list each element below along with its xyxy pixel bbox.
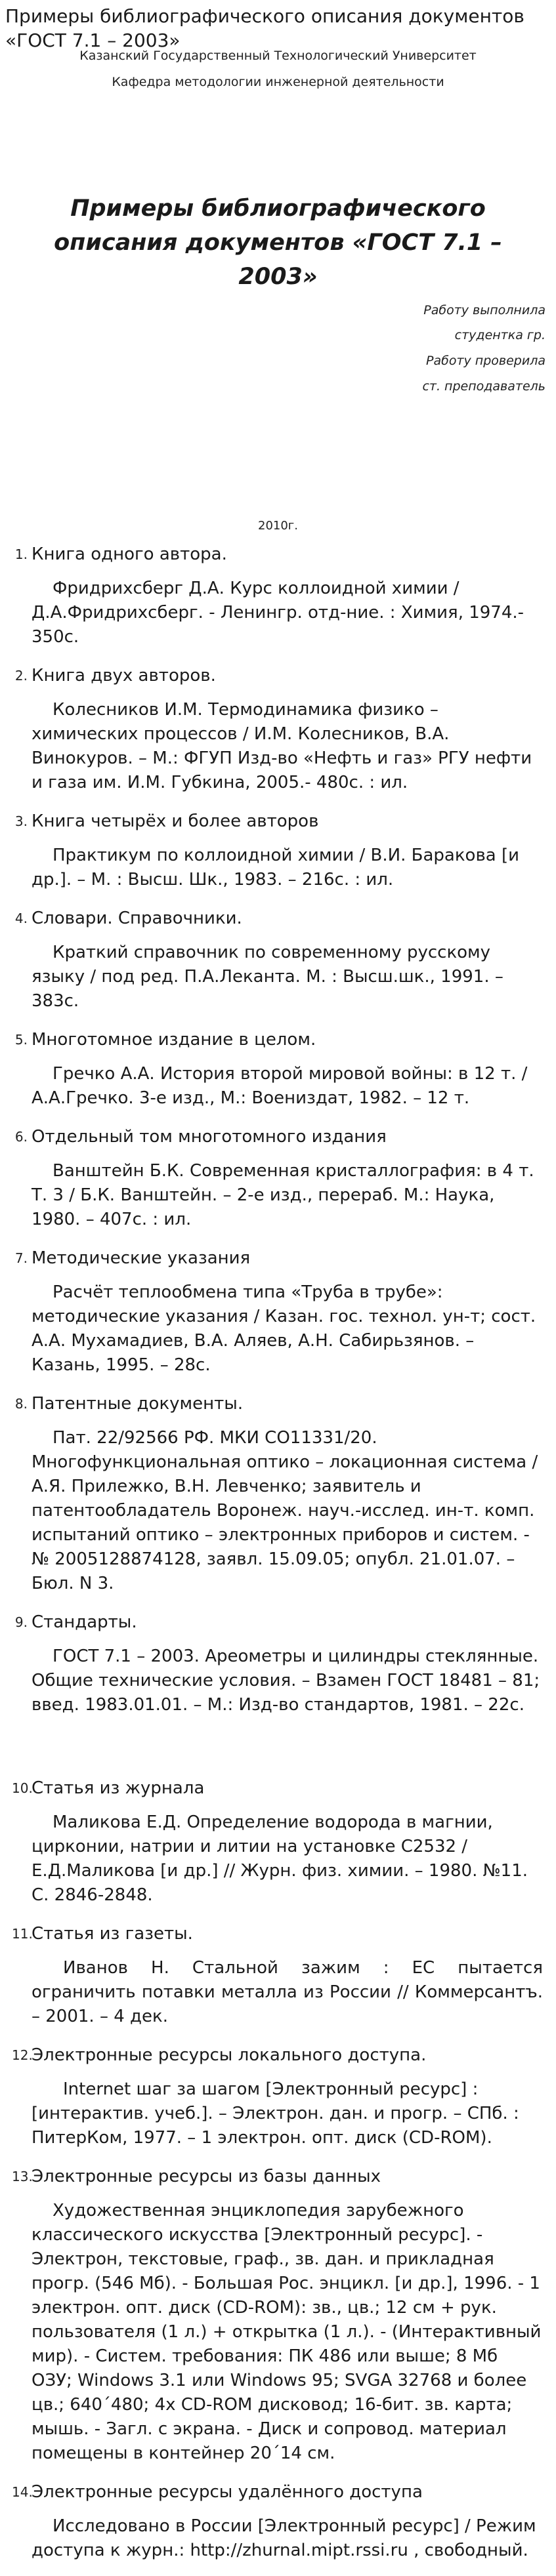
item-number: 11. — [12, 1926, 33, 1942]
university-name: Казанский Государственный Технологический Университет — [79, 49, 477, 63]
page-title: Примеры библиографического описания документов «ГОСТ 7.1 – 2003» — [5, 5, 524, 51]
item-number: 9. — [14, 1614, 28, 1630]
list-item — [0, 1027, 556, 1111]
document-year: 2010г. — [258, 519, 298, 533]
examples-list — [0, 541, 556, 2576]
item-number: 14. — [12, 2484, 33, 2500]
item-heading: Книга одного автора. — [32, 544, 227, 564]
list-item — [0, 1921, 556, 2029]
list-item — [0, 2479, 556, 2563]
item-example: Расчёт теплообмена типа «Труба в трубе»: методические указания / Казан. гос. технол. ун-т; сост. А.А. Мухамадиев, В.А. Аляев, А.Н. Сабирьзянов. – Казань, 1995. – 28с. — [32, 1282, 536, 1375]
list-item — [0, 905, 556, 1013]
item-number: 6. — [14, 1129, 28, 1145]
item-number: 5. — [14, 1032, 28, 1048]
item-number: 3. — [14, 813, 28, 829]
item-heading: Многотомное издание в целом. — [32, 1030, 316, 1050]
list-item — [0, 541, 556, 649]
item-example: Исследовано в России [Электронный ресурс] / Режим доступа к журн.: http://zhurnal.mipt.rssi.ru , свободный. — [32, 2516, 536, 2560]
document-title: Примеры библиографического описания документов «ГОСТ 7.1 – 2003» — [54, 195, 502, 290]
item-number: 7. — [14, 1250, 28, 1266]
item-example: Internet шаг за шагом [Электронный ресурс] : [интерактив. учеб.]. – Электрон. дан. и прогр. – СПб. : ПитерКом, 1977. – 1 электрон. опт. диск (CD-ROM). — [32, 2079, 519, 2148]
signature-performed: Работу выполнила — [423, 303, 545, 317]
signature-lecturer: ст. преподаватель — [422, 379, 545, 394]
item-heading: Стандарты. — [32, 1612, 137, 1632]
item-heading: Книга двух авторов. — [32, 666, 216, 685]
item-number: 8. — [14, 1396, 28, 1412]
item-heading: Патентные документы. — [32, 1394, 244, 1414]
item-number: 10. — [12, 1780, 33, 1796]
item-heading: Электронные ресурсы удалённого доступа — [32, 2482, 423, 2502]
item-number: 12. — [12, 2047, 33, 2063]
item-number: 2. — [14, 668, 28, 684]
item-heading: Статья из газеты. — [32, 1924, 193, 1944]
list-item — [0, 1609, 556, 1717]
item-example: Фридрихсберг Д.А. Курс коллоидной химии / Д.А.Фридрихсберг. - Ленингр. отд-ние. : Химия, 1974.- 350с. — [32, 579, 524, 647]
signature-checked: Работу проверила — [426, 354, 545, 368]
item-example: Краткий справочник по современному русскому языку / под ред. П.А.Леканта. М. : Высш.шк., 1991. – 383с. — [32, 943, 503, 1011]
item-heading: Отдельный том многотомного издания — [32, 1127, 387, 1147]
item-example: ГОСТ 7.1 – 2003. Ареометры и цилиндры стеклянные. Общие технические условия. – Взамен ГОСТ 18481 – 81; введ. 1983.01.01. – М.: Изд-во стандартов, 1981. – 22с. — [32, 1646, 540, 1715]
item-heading: Словари. Справочники. — [32, 909, 242, 928]
list-item — [0, 1124, 556, 1232]
item-example: Иванов Н. Стальной зажим : ЕС пытается ограничить потавки металла из России // Коммерсантъ. – 2001. – 4 дек. — [32, 1958, 543, 2026]
item-example: Колесников И.М. Термодинамика физико – химических процессов / И.М. Колесников, В.А. Винокуров. – М.: ФГУП Изд-во «Нефть и газ» РГУ нефти и газа им. И.М. Губкина, 2005.- 480с. : ил. — [32, 700, 532, 792]
list-item — [0, 2042, 556, 2150]
item-example: Маликова Е.Д. Определение водорода в магнии, цирконии, натрии и литии на установке С2532 / Е.Д.Маликова [и др.] // Журн. физ. химии. – 1980. №11. С. 2846-2848. — [32, 1812, 528, 1905]
item-example: Пат. 22/92566 РФ. МКИ СО11331/20. Многофункциональная оптико – локационная система / А.Я. Прилежко, В.Н. Левченко; заявитель и патентообладатель Воронеж. науч.-исслед. ин-т. комп. испытаний оптико – электронных приборов и систем. - № 2005128874128, заявл. 15.09.05; опубл. 21.01.07. – Бюл. N 3. — [32, 1428, 538, 1593]
list-item — [0, 2163, 556, 2466]
item-heading: Электронные ресурсы из базы данных — [32, 2167, 381, 2186]
item-number: 13. — [12, 2169, 33, 2184]
item-example: Гречко А.А. История второй мировой войны: в 12 т. / А.А.Гречко. 3-е изд., М.: Воениздат, 1982. – 12 т. — [32, 1064, 528, 1108]
list-item — [0, 663, 556, 795]
list-item — [0, 808, 556, 892]
list-item — [0, 1775, 556, 1908]
item-example: Художественная энциклопедия зарубежного классического искусства [Электронный ресурс]. - Электрон, текстовые, граф., зв. дан. и прикладная прогр. (546 Мб). - Большая Рос. энцикл. [и др.], 1996. - 1 электрон. опт. диск (CD-ROM): зв., цв.; 12 см + рук. пользователя (1 л.) + открытка (1 л.). - (Интерактивный мир). - Систем. требования: ПК 486 или выше; 8 Мб ОЗУ; Windows 3.1 или Windows 95; SVGA 32768 и более цв.; 640´480; 4х CD-ROM дисковод; 16-бит. зв. карта; мышь. - Загл. с экрана. - Диск и сопровод. материал помещены в контейнер 20´14 см. — [32, 2201, 542, 2463]
item-example: Практикум по коллоидной химии / В.И. Баракова [и др.]. – М. : Высш. Шк., 1983. – 216с. : ил. — [32, 846, 520, 889]
item-heading: Электронные ресурсы локального доступа. — [32, 2045, 427, 2065]
signature-student-group: студентка гр. — [454, 328, 545, 342]
list-item — [0, 1245, 556, 1378]
item-number: 4. — [14, 910, 28, 926]
list-item — [0, 1391, 556, 1596]
department-name: Кафедра методологии инженерной деятельности — [112, 75, 444, 89]
item-heading: Статья из журнала — [32, 1778, 205, 1798]
item-example: Ванштейн Б.К. Современная кристаллография: в 4 т. Т. 3 / Б.К. Ванштейн. – 2-е изд., перераб. М.: Наука, 1980. – 407с. : ил. — [32, 1161, 534, 1229]
item-heading: Методические указания — [32, 1248, 251, 1268]
item-number: 1. — [14, 546, 28, 562]
item-heading: Книга четырёх и более авторов — [32, 811, 319, 831]
